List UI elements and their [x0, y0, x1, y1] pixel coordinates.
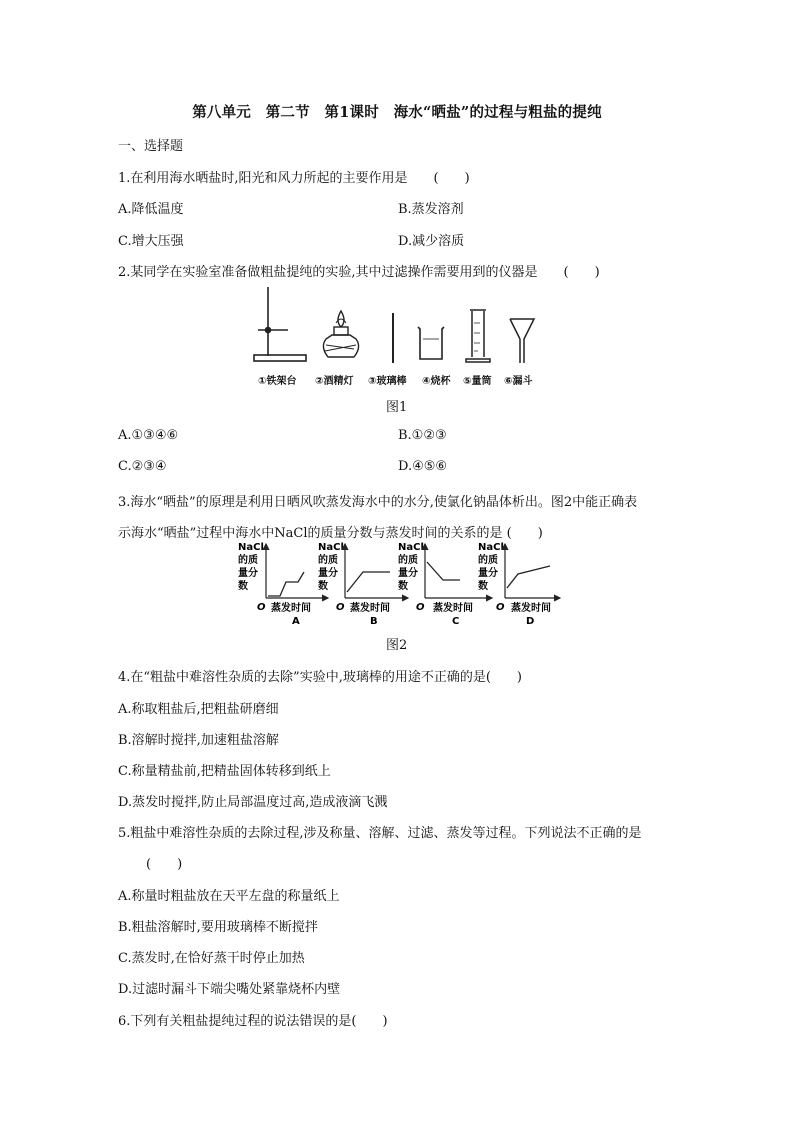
svg-text:蒸发时间: 蒸发时间 — [350, 603, 390, 614]
svg-text:数: 数 — [238, 581, 248, 592]
graph-panel-d — [478, 542, 560, 627]
svg-text:O: O — [257, 602, 266, 613]
graph-c-label: C — [452, 616, 460, 627]
svg-text:数: 数 — [398, 581, 408, 592]
section-heading: 一、选择题 — [118, 139, 184, 154]
q4-option-d: D.蒸发时搅拌,防止局部温度过高,造成液滴飞溅 — [118, 795, 388, 810]
svg-text:O: O — [336, 602, 345, 613]
q4-option-c: C.称量精盐前,把精盐固体转移到纸上 — [118, 764, 331, 779]
q2-option-b: B.①②③ — [398, 428, 447, 443]
question-1-stem: 1.在利用海水晒盐时,阳光和风力所起的主要作用是 ( ) — [118, 171, 470, 186]
figure-1-apparatus — [248, 283, 548, 393]
q2-option-a: A.①③④⑥ — [118, 428, 179, 443]
question-6-stem: 6.下列有关粗盐提纯过程的说法错误的是( ) — [118, 1014, 388, 1029]
svg-text:量分: 量分 — [318, 568, 338, 579]
question-4-stem: 4.在“粗盐中难溶性杂质的去除”实验中,玻璃棒的用途不正确的是( ) — [118, 670, 522, 685]
apparatus-label-3: ③玻璃棒 — [368, 376, 407, 387]
q1-option-c: C.增大压强 — [118, 234, 184, 249]
graph-d-label: D — [526, 616, 535, 627]
graph-c-curve — [427, 562, 460, 580]
svg-text:数: 数 — [318, 581, 328, 592]
svg-text:蒸发时间: 蒸发时间 — [511, 603, 551, 614]
figure-1-caption: 图1 — [386, 400, 408, 415]
graph-panel-b — [318, 542, 408, 627]
q2-option-c: C.②③④ — [118, 459, 167, 474]
svg-text:NaCl: NaCl — [238, 542, 264, 553]
graph-a-label: A — [292, 616, 300, 627]
figure-2-caption: 图2 — [386, 638, 408, 653]
svg-text:O: O — [416, 602, 425, 613]
svg-text:NaCl: NaCl — [478, 542, 504, 553]
apparatus-label-4: ④烧杯 — [422, 376, 451, 387]
svg-text:的质: 的质 — [478, 555, 498, 566]
svg-text:量分: 量分 — [478, 568, 498, 579]
beaker-icon — [418, 327, 444, 359]
svg-text:O: O — [496, 602, 505, 613]
apparatus-label-5: ⑤量筒 — [463, 376, 492, 387]
alcohol-lamp-icon — [323, 311, 358, 357]
question-2-stem: 2.某同学在实验室准备做粗盐提纯的实验,其中过滤操作需要用到的仪器是 ( ) — [118, 265, 600, 280]
svg-text:蒸发时间: 蒸发时间 — [433, 603, 473, 614]
q1-option-a: A.降低温度 — [118, 202, 184, 217]
q4-option-a: A.称取粗盐后,把粗盐研磨细 — [118, 702, 279, 717]
svg-text:NaCl: NaCl — [398, 542, 424, 553]
svg-text:数: 数 — [478, 581, 488, 592]
graph-panel-a — [238, 542, 328, 627]
question-3-stem-line1: 3.海水“晒盐”的原理是利用日晒风吹蒸发海水中的水分,使氯化钠晶体析出。图2中能正确表 — [118, 495, 638, 510]
svg-text:量分: 量分 — [238, 568, 258, 579]
question-5-stem-line1: 5.粗盐中难溶性杂质的去除过程,涉及称量、溶解、过滤、蒸发等过程。下列说法不正确的是 — [118, 826, 642, 841]
q5-option-c: C.蒸发时,在恰好蒸干时停止加热 — [118, 951, 305, 966]
page-title: 第八单元 第二节 第1课时 海水“晒盐”的过程与粗盐的提纯 — [192, 104, 602, 121]
question-3-stem-line2: 示海水“晒盐”过程中海水中NaCl的质量分数与蒸发时间的关系的是 ( ) — [118, 526, 543, 541]
q2-option-d: D.④⑤⑥ — [398, 459, 448, 474]
svg-text:的质: 的质 — [318, 555, 338, 566]
graduated-cylinder-icon — [466, 310, 490, 362]
apparatus-label-1: ①铁架台 — [258, 376, 297, 387]
svg-text:的质: 的质 — [238, 555, 258, 566]
svg-text:的质: 的质 — [398, 555, 418, 566]
apparatus-label-2: ②酒精灯 — [315, 376, 354, 387]
svg-text:量分: 量分 — [398, 568, 418, 579]
graph-d-curve — [507, 566, 550, 588]
q5-option-d: D.过滤时漏斗下端尖嘴处紧靠烧杯内壁 — [118, 982, 341, 997]
q4-option-b: B.溶解时搅拌,加速粗盐溶解 — [118, 733, 279, 748]
apparatus-label-6: ⑥漏斗 — [504, 376, 533, 387]
q5-option-a: A.称量时粗盐放在天平左盘的称量纸上 — [118, 889, 340, 904]
q1-option-d: D.减少溶质 — [398, 234, 465, 249]
question-5-stem-line2: ( ) — [146, 857, 183, 872]
graph-b-curve — [347, 572, 390, 592]
figure-2-graphs — [228, 540, 564, 632]
iron-stand-icon — [254, 287, 306, 361]
svg-text:蒸发时间: 蒸发时间 — [271, 603, 311, 614]
svg-text:NaCl: NaCl — [318, 542, 344, 553]
graph-a-curve — [268, 572, 304, 596]
q5-option-b: B.粗盐溶解时,要用玻璃棒不断搅拌 — [118, 920, 318, 935]
q1-option-b: B.蒸发溶剂 — [398, 202, 464, 217]
graph-b-label: B — [370, 616, 378, 627]
funnel-icon — [510, 319, 534, 363]
